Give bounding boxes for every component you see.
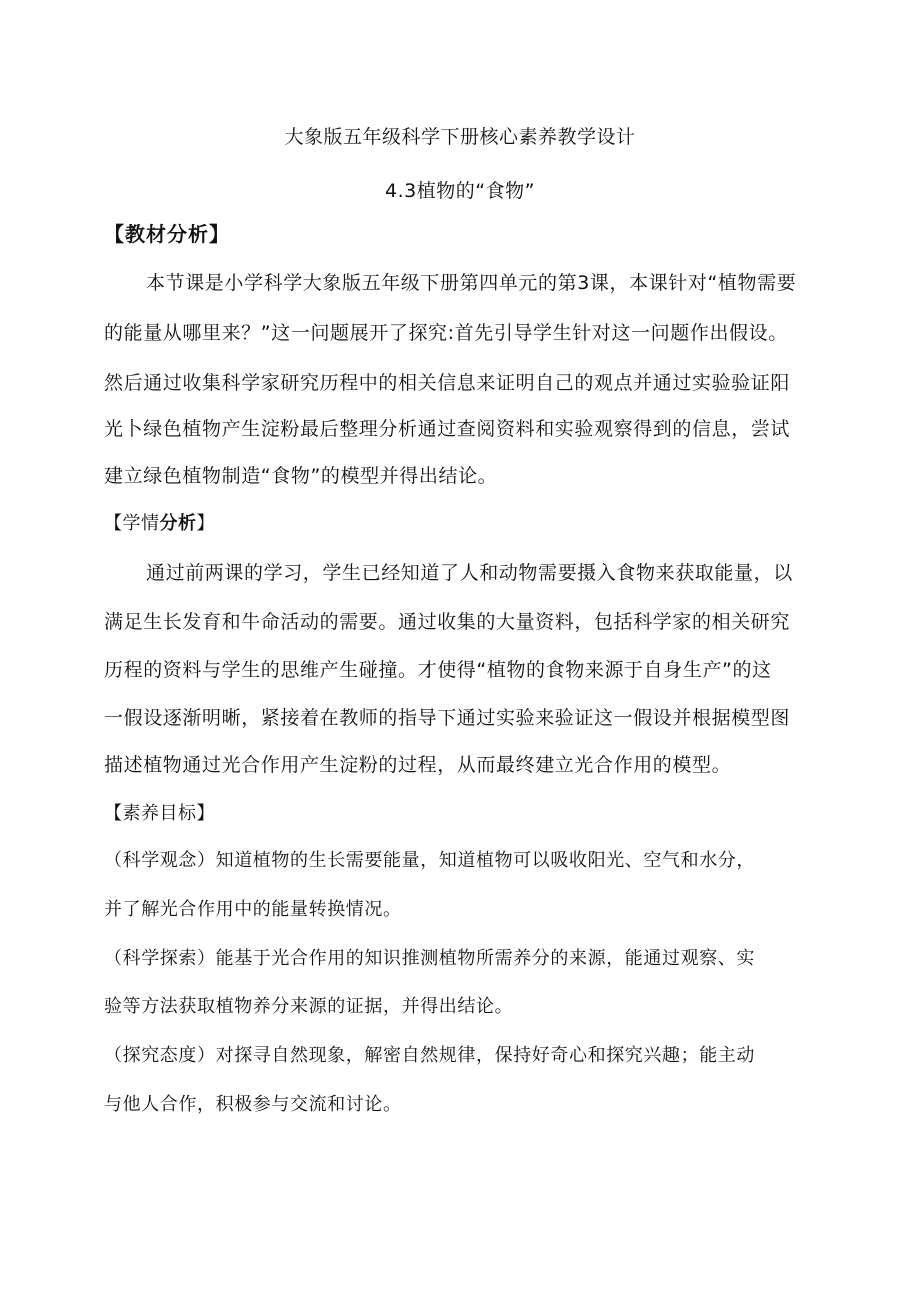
paragraph-line: 本节课是小学科学大象版五年级下册第四单元的第3课，本课针对“植物需要 [146,272,797,294]
paragraph-line: 历程的资料与学生的思维产生碰撞。才使得“植物的食物来源于自身生产”的这 [104,659,772,681]
heading-part: 】 [196,513,215,534]
paragraph-line: （科学观念）知道植物的生长需要能量，知道植物可以吸收阳光、空气和水分， [104,850,755,871]
document-title: 大象版五年级科学下册核心素养教学设计 [284,126,636,148]
paragraph-line: 并了解光合作用中的能量转换情况。 [104,899,402,920]
paragraph-line: 通过前两课的学习，学生已经知道了人和动物需要摄入食物来获取能量，以 [146,562,793,584]
section-heading-literacy-goals: 【素养目标】 [104,803,215,824]
section-heading-student-analysis [104,509,215,535]
paragraph-line: （探究态度）对探寻自然现象，解密自然规律，保持好奇心和探究兴趣；能主动 [104,1045,755,1066]
paragraph-line: 一假设逐渐明晰，紧接着在教师的指导下通过实验来验证这一假设并根据模型图 [104,707,791,729]
paragraph-line: 描述植物通过光合作用产生淀粉的过程，从而最终建立光合作用的模型。 [104,754,732,776]
paragraph-line: 验等方法获取植物养分来源的证据，并得出结论。 [104,996,514,1017]
paragraph-line: 满足生长发育和牛命活动的需要。通过收集的大量资料，包括科学家的相关研究 [104,611,791,633]
lesson-title: 4.3植物的“食物” [385,180,535,202]
heading-part-bold: 分析 [159,513,197,534]
section-heading-textbook-analysis: 【教材分析】 [104,222,230,246]
paragraph-line: 然后通过收集科学家研究历程中的相关信息来证明自己的观点并通过实验验证阳 [104,372,791,394]
paragraph-line: 光卜绿色植物产生淀粉最后整理分析通过查阅资料和实验观察得到的信息，尝试 [104,418,791,440]
paragraph-line: 建立绿色植物制造“食物”的模型并得出结论。 [104,465,498,487]
heading-part: 【学情 [104,513,160,534]
paragraph-line: 的能量从哪里来？”这一问题展开了探究:首先引导学生针对这一问题作出假设。 [104,322,788,344]
paragraph-line: （科学探索）能基于光合作用的知识推测植物所需养分的来源，能通过观察、实 [104,948,755,969]
paragraph-line: 与他人合作，积极参与交流和讨论。 [104,1094,402,1115]
